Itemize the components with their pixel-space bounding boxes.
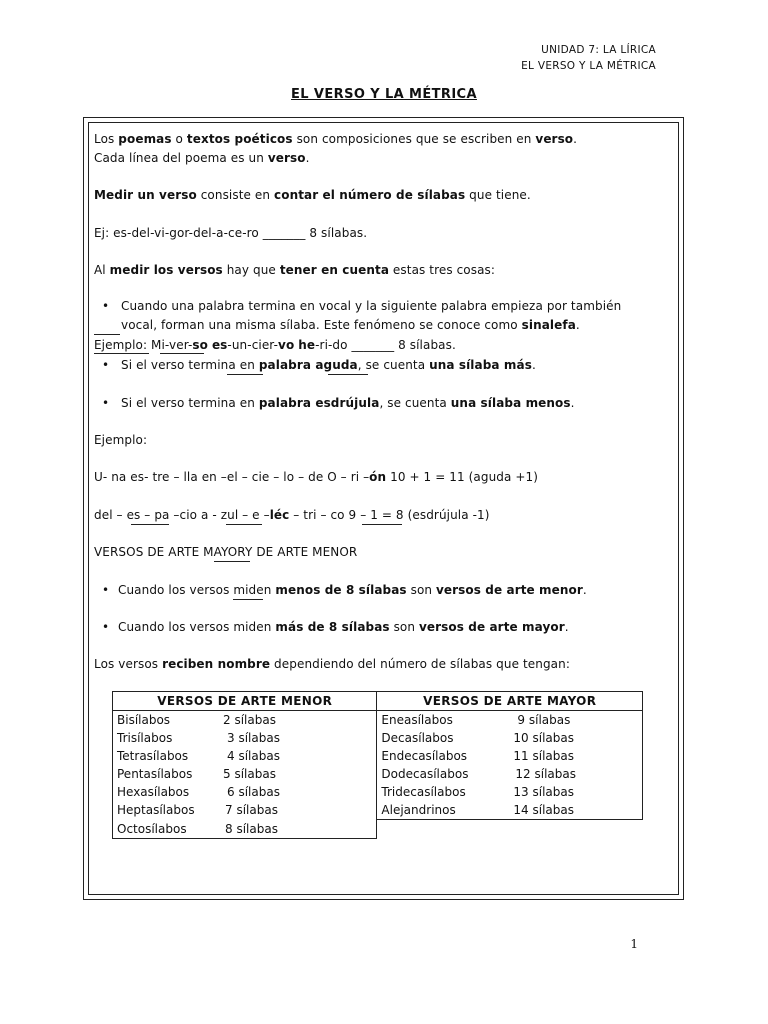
table-row: Pentasílabos 5 sílabas Dodecasílabos 12 sílabas — [113, 765, 643, 783]
al-medir-line: Al medir los versos hay que tener en cuenta estas tres cosas: — [94, 263, 496, 277]
underline-mark — [160, 353, 204, 354]
underline-mark — [94, 353, 149, 354]
underline-mark — [131, 524, 169, 525]
bullet1-line1: Cuando una palabra termina en vocal y la siguiente palabra empieza por también — [121, 299, 622, 313]
medir-definition: Medir un verso consiste en contar el número de sílabas que tiene. — [94, 188, 531, 202]
intro-line-2: Cada línea del poema es un verso. — [94, 151, 310, 165]
intro-line-1: Los poemas o textos poéticos son composiciones que se escriben en verso. — [94, 132, 578, 146]
header-unit: UNIDAD 7: LA LÍRICA — [541, 44, 656, 56]
table-row: Trisílabos 3 sílabas Decasílabos 10 sílabas — [113, 729, 643, 747]
underline-mark — [94, 334, 120, 335]
verse-types-table — [112, 691, 643, 839]
underline-mark — [227, 374, 263, 375]
table-row: Bisílabos 2 sílabas Eneasílabos 9 sílabas — [113, 711, 643, 730]
ejemplo-sinalefa: Ejemplo: Mi-ver-so es-un-cier-vo he-ri-do _______ 8 sílabas. — [94, 338, 456, 352]
page-title: EL VERSO Y LA MÉTRICA — [291, 87, 477, 102]
table-row: Heptasílabos 7 sílabas Alejandrinos 14 sílabas — [113, 801, 643, 820]
table-row: Octosílabos 8 sílabas — [113, 820, 643, 839]
bullet1-line2: vocal, forman una misma sílaba. Este fenómeno se conoce como sinalefa. — [121, 318, 580, 332]
underline-mark — [226, 524, 262, 525]
bullet3-esdrujula: Si el verso termina en palabra esdrújula, se cuenta una sílaba menos. — [121, 396, 575, 410]
underline-mark — [233, 599, 263, 600]
ejemplo-label: Ejemplo: — [94, 433, 148, 447]
bullet-dot: • — [102, 396, 110, 410]
table-row: Tetrasílabos 4 sílabas Endecasílabos 11 sílabas — [113, 747, 643, 765]
section-arte-mayor-menor: VERSOS DE ARTE MAYORY DE ARTE MENOR — [94, 545, 358, 559]
underline-mark — [362, 524, 402, 525]
underline-mark — [328, 374, 368, 375]
table-header-mayor: VERSOS DE ARTE MAYOR — [377, 692, 643, 711]
bullet5-arte-mayor: Cuando los versos miden más de 8 sílabas son versos de arte mayor. — [118, 620, 569, 634]
table-header-menor: VERSOS DE ARTE MENOR — [113, 692, 377, 711]
bullet-dot: • — [102, 620, 110, 634]
bullet-dot: • — [102, 299, 110, 313]
header-topic: EL VERSO Y LA MÉTRICA — [521, 60, 656, 72]
underline-mark — [214, 561, 250, 562]
reciben-nombre-line: Los versos reciben nombre dependiendo del número de sílabas que tengan: — [94, 657, 570, 671]
verse-example-aguda: U- na es- tre – lla en –el – cie – lo – de O – ri –ón 10 + 1 = 11 (aguda +1) — [94, 470, 539, 484]
page-number: 1 — [630, 937, 638, 951]
bullet-dot: • — [102, 583, 110, 597]
bullet-dot: • — [102, 358, 110, 372]
bullet2-aguda: Si el verso termina en palabra aguda, se cuenta una sílaba más. — [121, 358, 536, 372]
table-row: Hexasílabos 6 sílabas Tridecasílabos 13 sílabas — [113, 783, 643, 801]
bullet4-arte-menor: Cuando los versos miden menos de 8 sílabas son versos de arte menor. — [118, 583, 587, 597]
verse-example-esdrujula: del – es – pa –cio a - zul – e –léc – tri – co 9 – 1 = 8 (esdrújula -1) — [94, 508, 490, 522]
example-1: Ej: es-del-vi-gor-del-a-ce-ro _______ 8 sílabas. — [94, 226, 368, 240]
